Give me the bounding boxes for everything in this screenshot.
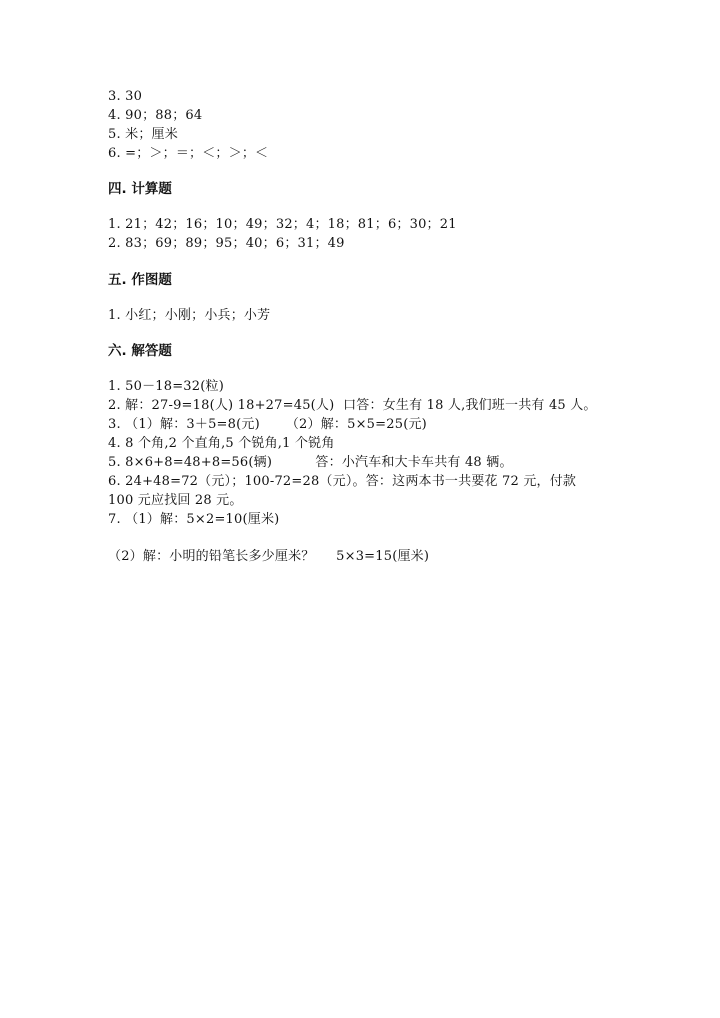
answer-line: 5. 米；厘米 [108,127,178,142]
answer-line: 3. 30 [108,89,143,104]
answer-line: 1. 小红；小刚；小兵；小芳 [108,308,271,323]
answer-line: 4. 90；88；64 [108,108,203,123]
section-heading-calculation: 四. 计算题 [108,181,172,197]
answer-line: 100 元应找回 28 元。 [108,493,243,508]
answer-line: 1. 50－18=32(粒) [108,379,224,394]
answer-line: 6. =；＞；＝；＜；＞；＜ [108,146,269,161]
section-heading-drawing: 五. 作图题 [108,272,172,288]
answer-line: （2）解：小明的铅笔长多少厘米？ 5×3=15(厘米) [108,549,430,564]
answer-line: 5. 8×6+8=48+8=56(辆) 答：小汽车和大卡车共有 48 辆。 [108,455,513,470]
answer-line: 2. 解：27-9=18(人) 18+27=45(人) 口答：女生有 18 人,我们班一共有 45 人。 [108,398,597,413]
answer-line: 1. 21；42；16；10；49；32；4；18；81；6；30；21 [108,217,457,232]
answer-line: 6. 24+48=72（元）；100-72=28（元）。答：这两本书一共要花 72 元，付款 [108,474,577,489]
section-heading-word-problems: 六. 解答题 [108,343,172,359]
answer-line: 4. 8 个角,2 个直角,5 个锐角,1 个锐角 [108,436,335,451]
answer-line: 3. （1）解：3＋5=8(元) （2）解：5×5=25(元) [108,417,427,432]
answer-line: 2. 83；69；89；95；40；6；31；49 [108,236,345,251]
answer-line: 7. （1）解：5×2=10(厘米) [108,512,280,527]
